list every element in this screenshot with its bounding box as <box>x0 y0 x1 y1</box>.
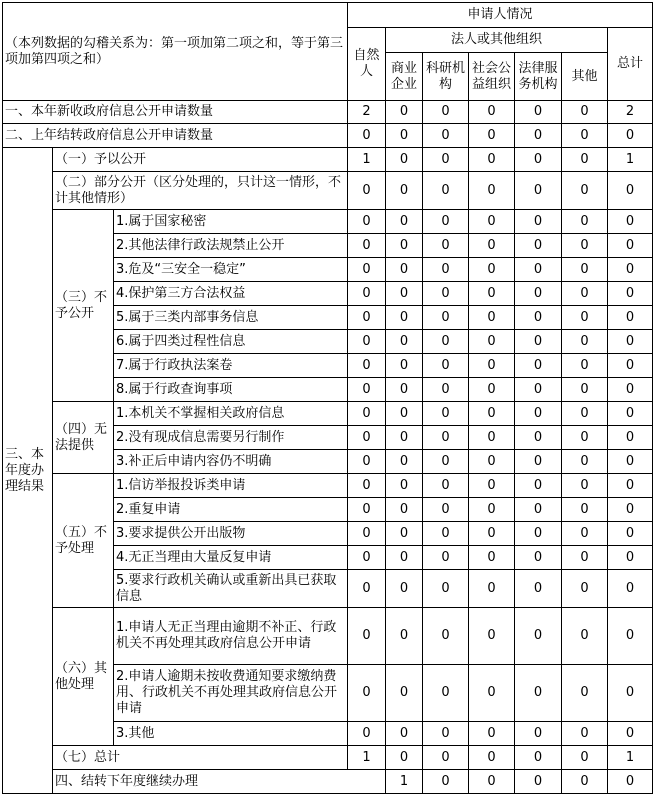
cell-value: 0 <box>348 306 386 330</box>
row-label: 3.要求提供公开出版物 <box>114 522 348 546</box>
cell-value: 0 <box>469 148 515 172</box>
cell-value: 0 <box>469 498 515 522</box>
row-label: 7.属于行政执法案卷 <box>114 354 348 378</box>
row-label: 3.其他 <box>114 722 348 746</box>
cell-value: 0 <box>348 426 386 450</box>
cell-value: 1 <box>608 746 653 770</box>
cell-value: 0 <box>423 770 469 794</box>
total-header: 总计 <box>608 28 653 101</box>
group-3-label: （三）不予公开 <box>53 210 114 402</box>
cell-value: 0 <box>348 665 386 722</box>
cell-value: 0 <box>423 665 469 722</box>
cell-value: 0 <box>469 354 515 378</box>
cell-value: 0 <box>515 498 562 522</box>
cell-value: 0 <box>386 210 423 234</box>
cell-value: 0 <box>562 172 608 210</box>
cell-value: 0 <box>386 570 423 608</box>
cell-value: 0 <box>469 770 515 794</box>
cell-value: 0 <box>423 608 469 665</box>
cell-value: 0 <box>608 546 653 570</box>
table-row <box>3 172 653 210</box>
cell-value: 0 <box>562 234 608 258</box>
cell-value: 0 <box>562 258 608 282</box>
cell-value: 0 <box>608 450 653 474</box>
cell-value: 0 <box>423 546 469 570</box>
cell-value: 0 <box>348 282 386 306</box>
cell-value: 0 <box>562 722 608 746</box>
row-label: 2.没有现成信息需要另行制作 <box>114 426 348 450</box>
cell-value: 0 <box>562 124 608 148</box>
cell-value: 0 <box>469 426 515 450</box>
header-row-1 <box>3 3 653 28</box>
cell-value: 0 <box>608 722 653 746</box>
row-label: 5.属于三类内部事务信息 <box>114 306 348 330</box>
cell-value: 0 <box>515 426 562 450</box>
row-label: 2.申请人逾期未按收费通知要求缴纳费用、行政机关不再处理其政府信息公开申请 <box>114 665 348 722</box>
cell-value: 0 <box>386 101 423 124</box>
cell-value: 0 <box>562 770 608 794</box>
cell-value: 0 <box>386 234 423 258</box>
cell-value: 0 <box>469 101 515 124</box>
cell-value: 0 <box>348 234 386 258</box>
cell-value: 0 <box>562 210 608 234</box>
table-row <box>3 746 653 770</box>
cell-value: 0 <box>423 148 469 172</box>
row-label: 2.其他法律行政法规禁止公开 <box>114 234 348 258</box>
cell-value: 0 <box>515 450 562 474</box>
cell-value: 0 <box>423 402 469 426</box>
public-welfare-org-header: 社会公益组织 <box>469 53 515 101</box>
cell-value: 2 <box>608 101 653 124</box>
cell-value: 1 <box>348 746 386 770</box>
cell-value: 0 <box>562 148 608 172</box>
cell-value: 0 <box>562 330 608 354</box>
row-label: 5.要求行政机关确认或重新出具已获取信息 <box>114 570 348 608</box>
cell-value: 0 <box>562 426 608 450</box>
row-label: 3.补正后申请内容仍不明确 <box>114 450 348 474</box>
cell-value: 0 <box>469 234 515 258</box>
cell-value: 0 <box>608 770 653 794</box>
cell-value: 0 <box>608 522 653 546</box>
cell-value: 0 <box>423 210 469 234</box>
cell-value: 0 <box>608 498 653 522</box>
cell-value: 0 <box>608 330 653 354</box>
cell-value: 0 <box>386 665 423 722</box>
row-label: 1.信访举报投诉类申请 <box>114 474 348 498</box>
table-row <box>3 148 653 172</box>
cell-value: 0 <box>423 498 469 522</box>
cell-value: 0 <box>423 172 469 210</box>
cell-value: 0 <box>469 282 515 306</box>
cell-value: 0 <box>608 608 653 665</box>
row-label: 二、上年结转政府信息公开申请数量 <box>3 124 348 148</box>
cell-value: 0 <box>515 172 562 210</box>
cell-value: 0 <box>515 522 562 546</box>
cell-value: 0 <box>386 172 423 210</box>
legal-entity-group-header: 法人或其他组织 <box>386 28 608 53</box>
cell-value: 0 <box>562 546 608 570</box>
cell-value: 0 <box>386 722 423 746</box>
cell-value: 0 <box>562 378 608 402</box>
cell-value: 0 <box>386 124 423 148</box>
cell-value: 0 <box>423 354 469 378</box>
row-label: 4.保护第三方合法权益 <box>114 282 348 306</box>
cell-value: 0 <box>515 722 562 746</box>
cell-value: 0 <box>608 402 653 426</box>
cell-value: 0 <box>348 330 386 354</box>
cell-value: 0 <box>562 474 608 498</box>
cell-value: 0 <box>348 608 386 665</box>
cell-value: 0 <box>562 402 608 426</box>
table-row <box>3 402 653 426</box>
cell-value: 0 <box>469 522 515 546</box>
cell-value: 0 <box>469 474 515 498</box>
cell-value: 0 <box>469 172 515 210</box>
cell-value: 0 <box>515 330 562 354</box>
row-label: 6.属于四类过程性信息 <box>114 330 348 354</box>
cell-value: 0 <box>386 474 423 498</box>
cell-value: 0 <box>608 282 653 306</box>
cell-value: 0 <box>562 665 608 722</box>
table-row <box>3 770 653 794</box>
cell-value: 0 <box>386 306 423 330</box>
cell-value: 0 <box>469 450 515 474</box>
group-5-label: （五）不予处理 <box>53 474 114 608</box>
cell-value: 0 <box>348 570 386 608</box>
cell-value: 0 <box>423 306 469 330</box>
cell-value: 0 <box>515 306 562 330</box>
cell-value: 0 <box>348 450 386 474</box>
row-label: 1.本机关不掌握相关政府信息 <box>114 402 348 426</box>
other-org-header: 其他 <box>562 53 608 101</box>
cell-value: 0 <box>386 402 423 426</box>
table-row <box>3 101 653 124</box>
table-row <box>3 124 653 148</box>
cell-value: 0 <box>469 378 515 402</box>
cell-value: 0 <box>423 378 469 402</box>
cell-value: 0 <box>469 210 515 234</box>
cell-value: 0 <box>469 306 515 330</box>
cell-value: 0 <box>562 570 608 608</box>
cell-value: 0 <box>562 354 608 378</box>
cell-value: 0 <box>515 234 562 258</box>
cell-value: 0 <box>348 172 386 210</box>
cell-value: 0 <box>348 378 386 402</box>
cell-value: 0 <box>386 450 423 474</box>
cell-value: 0 <box>348 546 386 570</box>
cell-value: 0 <box>515 608 562 665</box>
cell-value: 0 <box>423 101 469 124</box>
cell-value: 0 <box>608 258 653 282</box>
cell-value: 0 <box>515 770 562 794</box>
cell-value: 2 <box>348 101 386 124</box>
cell-value: 0 <box>423 282 469 306</box>
foi-application-table <box>2 2 653 794</box>
cell-value: 0 <box>608 665 653 722</box>
cell-value: 1 <box>608 148 653 172</box>
cell-value: 0 <box>386 426 423 450</box>
cell-value: 0 <box>423 258 469 282</box>
cell-value: 0 <box>348 210 386 234</box>
section-3-label: 三、本年度办理结果 <box>3 148 53 794</box>
cell-value: 0 <box>469 665 515 722</box>
cell-value: 1 <box>348 148 386 172</box>
cell-value: 0 <box>423 450 469 474</box>
cell-value: 0 <box>515 101 562 124</box>
research-institution-header: 科研机构 <box>423 53 469 101</box>
cell-value: 0 <box>562 522 608 546</box>
cell-value: 0 <box>423 330 469 354</box>
cell-value: 0 <box>515 282 562 306</box>
cell-value: 0 <box>348 402 386 426</box>
row-label: （一）予以公开 <box>53 148 348 172</box>
cell-value: 0 <box>608 306 653 330</box>
cell-value: 0 <box>423 234 469 258</box>
cell-value: 0 <box>469 746 515 770</box>
cell-value: 0 <box>515 258 562 282</box>
cell-value: 0 <box>608 172 653 210</box>
cell-value: 0 <box>562 608 608 665</box>
cell-value: 0 <box>515 402 562 426</box>
cell-value: 0 <box>608 426 653 450</box>
cell-value: 0 <box>386 522 423 546</box>
cell-value: 0 <box>386 608 423 665</box>
cell-value: 0 <box>515 570 562 608</box>
commercial-enterprise-header: 商业企业 <box>386 53 423 101</box>
cell-value: 0 <box>469 608 515 665</box>
row-label: （二）部分公开（区分处理的，只计这一情形，不计其他情形） <box>53 172 348 210</box>
cell-value: 0 <box>469 570 515 608</box>
cell-value: 0 <box>469 258 515 282</box>
cell-value: 0 <box>423 746 469 770</box>
cell-value: 0 <box>562 450 608 474</box>
table-row <box>3 608 653 665</box>
cell-value: 0 <box>608 474 653 498</box>
cell-value: 0 <box>348 354 386 378</box>
cell-value: 0 <box>515 354 562 378</box>
row-label: 4.无正当理由大量反复申请 <box>114 546 348 570</box>
cell-value: 0 <box>386 746 423 770</box>
cell-value: 0 <box>348 124 386 148</box>
cell-value: 0 <box>423 426 469 450</box>
cell-value: 0 <box>348 258 386 282</box>
cell-value: 0 <box>469 546 515 570</box>
applicant-group-header: 申请人情况 <box>348 3 653 28</box>
row-label: 1.属于国家秘密 <box>114 210 348 234</box>
cell-value: 0 <box>608 124 653 148</box>
checksum-note: （本列数据的勾稽关系为：第一项加第二项之和，等于第三项加第四项之和） <box>3 3 348 101</box>
cell-value: 0 <box>386 282 423 306</box>
cell-value: 0 <box>562 498 608 522</box>
cell-value: 0 <box>386 330 423 354</box>
cell-value: 0 <box>515 546 562 570</box>
cell-value: 0 <box>423 522 469 546</box>
cell-value: 0 <box>608 354 653 378</box>
cell-value: 0 <box>515 378 562 402</box>
cell-value: 0 <box>386 354 423 378</box>
cell-value: 0 <box>515 148 562 172</box>
row-label: 一、本年新收政府信息公开申请数量 <box>3 101 348 124</box>
row-label: 1.申请人无正当理由逾期不补正、行政机关不再处理其政府信息公开申请 <box>114 608 348 665</box>
cell-value: 0 <box>515 124 562 148</box>
group-6-label: （六）其他处理 <box>53 608 114 746</box>
cell-value: 0 <box>608 234 653 258</box>
cell-value: 0 <box>469 124 515 148</box>
cell-value: 0 <box>386 546 423 570</box>
cell-value: 0 <box>423 474 469 498</box>
cell-value: 0 <box>515 210 562 234</box>
cell-value: 0 <box>348 522 386 546</box>
cell-value: 0 <box>386 378 423 402</box>
cell-value: 0 <box>515 474 562 498</box>
cell-value: 0 <box>348 722 386 746</box>
cell-value: 0 <box>608 210 653 234</box>
table-row <box>3 210 653 234</box>
cell-value: 0 <box>469 330 515 354</box>
row-label: 3.危及“三安全一稳定” <box>114 258 348 282</box>
cell-value: 0 <box>386 498 423 522</box>
cell-value: 0 <box>562 306 608 330</box>
cell-value: 0 <box>423 124 469 148</box>
cell-value: 0 <box>469 722 515 746</box>
cell-value: 0 <box>423 722 469 746</box>
cell-value: 0 <box>423 570 469 608</box>
cell-value: 0 <box>608 570 653 608</box>
legal-service-org-header: 法律服务机构 <box>515 53 562 101</box>
cell-value: 0 <box>348 474 386 498</box>
row-label: 2.重复申请 <box>114 498 348 522</box>
cell-value: 0 <box>562 101 608 124</box>
natural-person-header: 自然人 <box>348 28 386 101</box>
row-label: （七）总计 <box>53 746 348 770</box>
row-label: 8.属于行政查询事项 <box>114 378 348 402</box>
cell-value: 1 <box>386 770 423 794</box>
group-4-label: （四）无法提供 <box>53 402 114 474</box>
cell-value: 0 <box>515 746 562 770</box>
cell-value: 0 <box>348 498 386 522</box>
cell-value: 0 <box>608 378 653 402</box>
cell-value: 0 <box>386 258 423 282</box>
cell-value: 0 <box>469 402 515 426</box>
table-row <box>3 474 653 498</box>
cell-value: 0 <box>562 746 608 770</box>
row-label: 四、结转下年度继续办理 <box>53 770 386 794</box>
cell-value: 0 <box>386 148 423 172</box>
cell-value: 0 <box>562 282 608 306</box>
cell-value: 0 <box>515 665 562 722</box>
